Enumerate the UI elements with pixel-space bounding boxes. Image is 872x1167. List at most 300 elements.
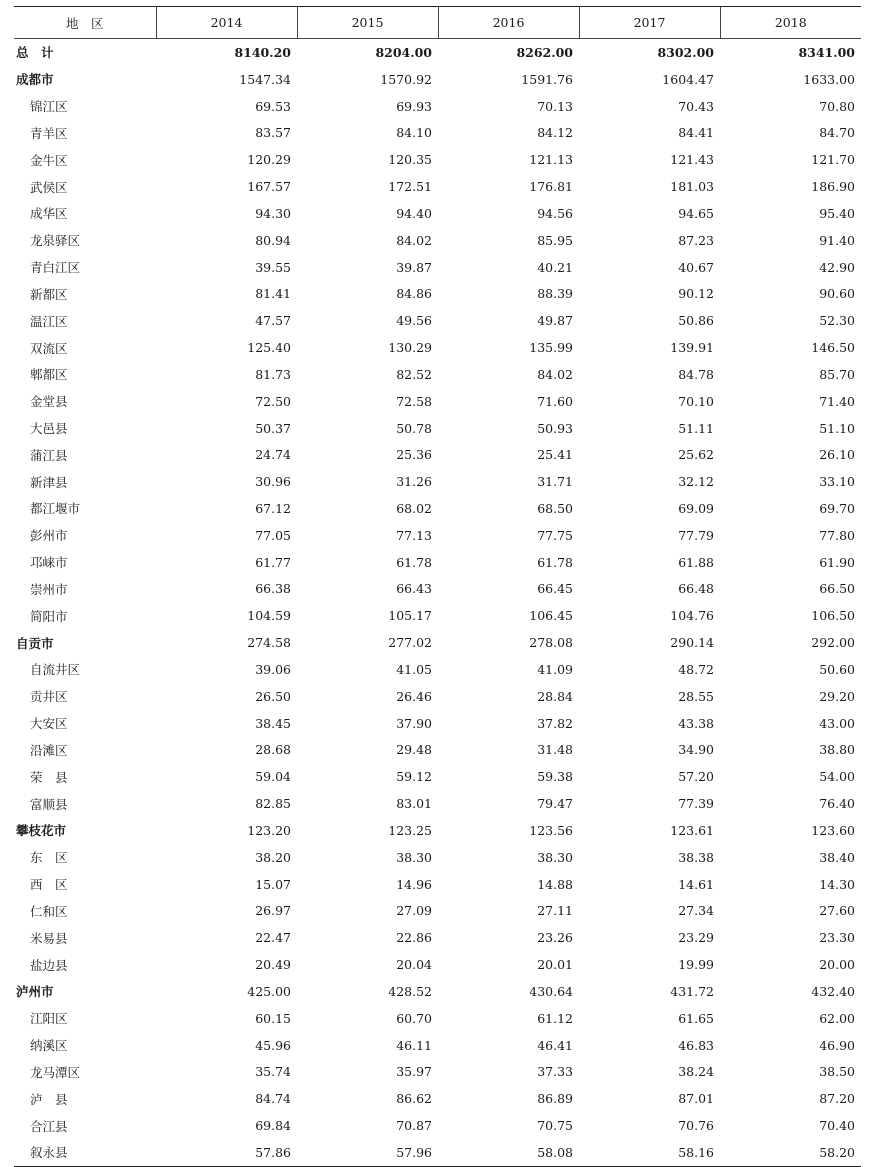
region-name-cell: 泸州市	[16, 984, 54, 1000]
value-cell: 22.86	[396, 930, 432, 946]
value-cell: 61.90	[819, 554, 855, 570]
value-cell: 85.95	[537, 232, 573, 248]
value-cell: 31.26	[396, 474, 432, 490]
value-cell: 26.50	[255, 688, 291, 704]
value-cell: 86.89	[537, 1091, 573, 1107]
value-cell: 34.90	[678, 742, 714, 758]
value-cell: 186.90	[811, 179, 855, 195]
value-cell: 77.79	[678, 527, 714, 543]
region-name-cell: 泸 县	[30, 1091, 68, 1107]
table-row	[14, 254, 861, 281]
value-cell: 172.51	[388, 179, 432, 195]
value-cell: 120.35	[388, 152, 432, 168]
value-cell: 38.20	[255, 849, 291, 865]
value-cell: 37.82	[537, 715, 573, 731]
table-row	[14, 307, 861, 334]
table-row	[14, 629, 861, 656]
value-cell: 83.01	[396, 796, 432, 812]
value-cell: 38.30	[537, 849, 573, 865]
year-column-header: 2017	[579, 7, 720, 39]
table-row	[14, 951, 861, 978]
value-cell: 106.50	[811, 608, 855, 624]
value-cell: 35.74	[255, 1064, 291, 1080]
value-cell: 135.99	[529, 340, 573, 356]
value-cell: 58.20	[720, 1139, 861, 1166]
value-cell: 8140.20	[234, 44, 291, 60]
value-cell: 94.56	[537, 205, 573, 221]
table-row	[14, 522, 861, 549]
region-name-cell: 金牛区	[30, 152, 68, 168]
region-name-cell: 青白江区	[30, 260, 81, 276]
value-cell: 33.10	[819, 474, 855, 490]
table-body	[14, 39, 861, 1167]
value-cell: 23.26	[537, 930, 573, 946]
value-cell: 84.02	[396, 232, 432, 248]
value-cell: 28.84	[537, 688, 573, 704]
table-row	[14, 576, 861, 603]
value-cell: 66.48	[678, 581, 714, 597]
value-cell: 79.47	[537, 796, 573, 812]
value-cell: 46.90	[819, 1037, 855, 1053]
value-cell: 57.20	[678, 769, 714, 785]
region-name-cell: 新都区	[30, 286, 68, 302]
value-cell: 84.78	[678, 366, 714, 382]
year-column-header: 2015	[297, 7, 438, 39]
region-name-cell: 纳溪区	[30, 1038, 68, 1054]
table-row	[14, 146, 861, 173]
value-cell: 80.94	[255, 232, 291, 248]
region-name-cell: 攀枝花市	[16, 823, 67, 839]
region-name-cell: 龙马潭区	[30, 1064, 81, 1080]
value-cell: 58.16	[579, 1139, 720, 1166]
table-row	[14, 710, 861, 737]
table-row	[14, 1005, 861, 1032]
value-cell: 428.52	[388, 983, 432, 999]
statistics-table	[14, 6, 861, 1167]
year-column-header: 2016	[438, 7, 579, 39]
value-cell: 19.99	[678, 957, 714, 973]
value-cell: 48.72	[678, 661, 714, 677]
region-name-cell: 龙泉驿区	[30, 233, 81, 249]
value-cell: 41.05	[396, 661, 432, 677]
region-name-cell: 贡井区	[30, 689, 68, 705]
table-row	[14, 388, 861, 415]
value-cell: 25.62	[678, 447, 714, 463]
value-cell: 278.08	[529, 635, 573, 651]
value-cell: 125.40	[247, 340, 291, 356]
value-cell: 430.64	[529, 983, 573, 999]
value-cell: 32.12	[678, 474, 714, 490]
value-cell: 40.21	[537, 259, 573, 275]
value-cell: 52.30	[819, 313, 855, 329]
table-header	[14, 7, 861, 39]
value-cell: 87.23	[678, 232, 714, 248]
value-cell: 130.29	[388, 340, 432, 356]
value-cell: 84.41	[678, 125, 714, 141]
value-cell: 87.01	[678, 1091, 714, 1107]
value-cell: 28.55	[678, 688, 714, 704]
value-cell: 84.74	[255, 1091, 291, 1107]
value-cell: 69.09	[678, 500, 714, 516]
value-cell: 46.41	[537, 1037, 573, 1053]
table-row	[14, 361, 861, 388]
value-cell: 139.91	[670, 340, 714, 356]
value-cell: 77.80	[819, 527, 855, 543]
value-cell: 72.58	[396, 393, 432, 409]
table-row	[14, 495, 861, 522]
value-cell: 87.20	[819, 1091, 855, 1107]
value-cell: 70.76	[678, 1118, 714, 1134]
value-cell: 60.70	[396, 1010, 432, 1026]
region-name-cell: 富顺县	[30, 796, 68, 812]
value-cell: 120.29	[247, 152, 291, 168]
value-cell: 43.00	[819, 715, 855, 731]
table-row	[14, 200, 861, 227]
value-cell: 8341.00	[798, 44, 855, 60]
value-cell: 84.70	[819, 125, 855, 141]
value-cell: 71.40	[819, 393, 855, 409]
value-cell: 61.65	[678, 1010, 714, 1026]
value-cell: 38.40	[819, 849, 855, 865]
value-cell: 431.72	[670, 983, 714, 999]
value-cell: 146.50	[811, 340, 855, 356]
region-name-cell: 郫都区	[30, 367, 68, 383]
value-cell: 50.60	[819, 661, 855, 677]
region-column-header: 地 区	[14, 7, 156, 39]
table-row	[14, 1032, 861, 1059]
value-cell: 432.40	[811, 983, 855, 999]
value-cell: 60.15	[255, 1010, 291, 1026]
table-row	[14, 1058, 861, 1085]
table-row	[14, 280, 861, 307]
value-cell: 24.74	[255, 447, 291, 463]
value-cell: 59.38	[537, 769, 573, 785]
value-cell: 49.56	[396, 313, 432, 329]
value-cell: 26.10	[819, 447, 855, 463]
value-cell: 84.02	[537, 366, 573, 382]
year-column-header: 2018	[720, 7, 861, 39]
value-cell: 83.57	[255, 125, 291, 141]
table-row	[14, 737, 861, 764]
value-cell: 49.87	[537, 313, 573, 329]
value-cell: 38.50	[819, 1064, 855, 1080]
table-row	[14, 39, 861, 66]
region-name-cell: 蒲江县	[30, 447, 68, 463]
value-cell: 70.75	[537, 1118, 573, 1134]
value-cell: 46.11	[396, 1037, 432, 1053]
value-cell: 70.43	[678, 98, 714, 114]
table-row	[14, 978, 861, 1005]
value-cell: 20.04	[396, 957, 432, 973]
table-row	[14, 817, 861, 844]
region-name-cell: 东 区	[30, 850, 68, 866]
value-cell: 425.00	[247, 983, 291, 999]
value-cell: 57.96	[297, 1139, 438, 1166]
value-cell: 66.43	[396, 581, 432, 597]
value-cell: 39.55	[255, 259, 291, 275]
value-cell: 25.41	[537, 447, 573, 463]
value-cell: 1633.00	[803, 71, 855, 87]
table-row	[14, 93, 861, 120]
value-cell: 23.30	[819, 930, 855, 946]
table-row	[14, 898, 861, 925]
value-cell: 85.70	[819, 366, 855, 382]
value-cell: 69.93	[396, 98, 432, 114]
value-cell: 20.00	[819, 957, 855, 973]
value-cell: 15.07	[255, 876, 291, 892]
region-name-cell: 崇州市	[30, 581, 68, 597]
value-cell: 71.60	[537, 393, 573, 409]
value-cell: 76.40	[819, 796, 855, 812]
value-cell: 31.48	[537, 742, 573, 758]
value-cell: 26.46	[396, 688, 432, 704]
region-name-cell: 米易县	[30, 930, 68, 946]
value-cell: 1591.76	[521, 71, 573, 87]
value-cell: 14.30	[819, 876, 855, 892]
region-name-cell: 总 计	[16, 45, 54, 61]
value-cell: 39.87	[396, 259, 432, 275]
value-cell: 35.97	[396, 1064, 432, 1080]
region-name-cell: 简阳市	[30, 608, 68, 624]
value-cell: 54.00	[819, 769, 855, 785]
value-cell: 57.86	[156, 1139, 297, 1166]
table-row	[14, 1139, 861, 1166]
value-cell: 41.09	[537, 661, 573, 677]
value-cell: 61.78	[396, 554, 432, 570]
value-cell: 82.52	[396, 366, 432, 382]
table-row	[14, 790, 861, 817]
value-cell: 90.60	[819, 286, 855, 302]
value-cell: 77.75	[537, 527, 573, 543]
value-cell: 91.40	[819, 232, 855, 248]
value-cell: 51.11	[678, 420, 714, 436]
value-cell: 69.84	[255, 1118, 291, 1134]
value-cell: 59.12	[396, 769, 432, 785]
value-cell: 277.02	[388, 635, 432, 651]
value-cell: 88.39	[537, 286, 573, 302]
table-row	[14, 602, 861, 629]
value-cell: 121.43	[670, 152, 714, 168]
value-cell: 38.38	[678, 849, 714, 865]
value-cell: 50.93	[537, 420, 573, 436]
table-row	[14, 66, 861, 93]
table-row	[14, 468, 861, 495]
value-cell: 70.40	[819, 1118, 855, 1134]
table-row	[14, 1085, 861, 1112]
table-row	[14, 173, 861, 200]
region-name-cell: 成华区	[30, 206, 68, 222]
value-cell: 69.53	[255, 98, 291, 114]
value-cell: 77.05	[255, 527, 291, 543]
region-name-cell: 都江堰市	[30, 501, 81, 517]
region-name-cell: 彭州市	[30, 528, 68, 544]
table-row	[14, 844, 861, 871]
value-cell: 86.62	[396, 1091, 432, 1107]
value-cell: 61.78	[537, 554, 573, 570]
table-row	[14, 763, 861, 790]
value-cell: 25.36	[396, 447, 432, 463]
year-column-header: 2014	[156, 7, 297, 39]
value-cell: 43.38	[678, 715, 714, 731]
value-cell: 105.17	[388, 608, 432, 624]
value-cell: 77.39	[678, 796, 714, 812]
value-cell: 94.30	[255, 205, 291, 221]
value-cell: 8204.00	[375, 44, 432, 60]
value-cell: 27.34	[678, 903, 714, 919]
value-cell: 70.87	[396, 1118, 432, 1134]
value-cell: 84.86	[396, 286, 432, 302]
value-cell: 94.65	[678, 205, 714, 221]
value-cell: 274.58	[247, 635, 291, 651]
table-row	[14, 1112, 861, 1139]
value-cell: 69.70	[819, 500, 855, 516]
value-cell: 66.38	[255, 581, 291, 597]
value-cell: 38.30	[396, 849, 432, 865]
value-cell: 59.04	[255, 769, 291, 785]
value-cell: 290.14	[670, 635, 714, 651]
region-name-cell: 盐边县	[30, 957, 68, 973]
value-cell: 84.12	[537, 125, 573, 141]
region-name-cell: 锦江区	[30, 99, 68, 115]
value-cell: 38.45	[255, 715, 291, 731]
value-cell: 123.25	[388, 822, 432, 838]
value-cell: 176.81	[529, 179, 573, 195]
value-cell: 39.06	[255, 661, 291, 677]
value-cell: 37.33	[537, 1064, 573, 1080]
region-name-cell: 自贡市	[16, 635, 54, 651]
value-cell: 121.70	[811, 152, 855, 168]
value-cell: 31.71	[537, 474, 573, 490]
value-cell: 121.13	[529, 152, 573, 168]
value-cell: 50.86	[678, 313, 714, 329]
value-cell: 1570.92	[380, 71, 432, 87]
value-cell: 62.00	[819, 1010, 855, 1026]
region-name-cell: 荣 县	[30, 769, 68, 785]
value-cell: 30.96	[255, 474, 291, 490]
table-row	[14, 415, 861, 442]
value-cell: 14.96	[396, 876, 432, 892]
value-cell: 42.90	[819, 259, 855, 275]
table-row	[14, 871, 861, 898]
region-name-cell: 大邑县	[30, 421, 68, 436]
value-cell: 47.57	[255, 313, 291, 329]
region-name-cell: 金堂县	[30, 394, 68, 410]
value-cell: 68.02	[396, 500, 432, 516]
value-cell: 27.09	[396, 903, 432, 919]
value-cell: 77.13	[396, 527, 432, 543]
value-cell: 70.13	[537, 98, 573, 114]
value-cell: 90.12	[678, 286, 714, 302]
value-cell: 46.83	[678, 1037, 714, 1053]
value-cell: 72.50	[255, 393, 291, 409]
region-name-cell: 西 区	[30, 877, 68, 893]
value-cell: 26.97	[255, 903, 291, 919]
region-name-cell: 沿滩区	[30, 742, 68, 758]
value-cell: 106.45	[529, 608, 573, 624]
region-name-cell: 武侯区	[30, 179, 68, 195]
region-name-cell: 仁和区	[30, 903, 68, 919]
value-cell: 66.45	[537, 581, 573, 597]
region-name-cell: 邛崃市	[30, 555, 68, 571]
region-name-cell: 新津县	[30, 474, 68, 490]
value-cell: 81.73	[255, 366, 291, 382]
value-cell: 40.67	[678, 259, 714, 275]
value-cell: 61.77	[255, 554, 291, 570]
region-name-cell: 青羊区	[30, 125, 68, 141]
value-cell: 23.29	[678, 930, 714, 946]
region-name-cell: 合江县	[30, 1118, 68, 1134]
value-cell: 27.60	[819, 903, 855, 919]
value-cell: 29.20	[819, 688, 855, 704]
value-cell: 51.10	[819, 420, 855, 436]
value-cell: 28.68	[255, 742, 291, 758]
table-row	[14, 441, 861, 468]
value-cell: 1547.34	[239, 71, 291, 87]
value-cell: 1604.47	[662, 71, 714, 87]
value-cell: 123.20	[247, 822, 291, 838]
region-name-cell: 成都市	[16, 72, 54, 88]
value-cell: 68.50	[537, 500, 573, 516]
value-cell: 14.61	[678, 876, 714, 892]
region-name-cell: 温江区	[30, 313, 68, 329]
value-cell: 123.61	[670, 822, 714, 838]
value-cell: 22.47	[255, 930, 291, 946]
table-row	[14, 227, 861, 254]
value-cell: 70.10	[678, 393, 714, 409]
value-cell: 82.85	[255, 796, 291, 812]
value-cell: 38.80	[819, 742, 855, 758]
value-cell: 94.40	[396, 205, 432, 221]
value-cell: 123.56	[529, 822, 573, 838]
value-cell: 50.37	[255, 420, 291, 436]
value-cell: 104.59	[247, 608, 291, 624]
value-cell: 292.00	[811, 635, 855, 651]
region-name-cell: 江阳区	[30, 1011, 68, 1027]
value-cell: 84.10	[396, 125, 432, 141]
value-cell: 29.48	[396, 742, 432, 758]
value-cell: 27.11	[537, 903, 573, 919]
table-row	[14, 549, 861, 576]
value-cell: 181.03	[670, 179, 714, 195]
region-name-cell: 自流井区	[30, 662, 81, 678]
value-cell: 70.80	[819, 98, 855, 114]
value-cell: 20.01	[537, 957, 573, 973]
table-row	[14, 119, 861, 146]
value-cell: 8262.00	[516, 44, 573, 60]
value-cell: 95.40	[819, 205, 855, 221]
value-cell: 38.24	[678, 1064, 714, 1080]
value-cell: 67.12	[255, 500, 291, 516]
region-name-cell: 叙永县	[14, 1139, 156, 1166]
value-cell: 37.90	[396, 715, 432, 731]
value-cell: 123.60	[811, 822, 855, 838]
value-cell: 81.41	[255, 286, 291, 302]
value-cell: 61.88	[678, 554, 714, 570]
table-row	[14, 924, 861, 951]
region-name-cell: 大安区	[30, 716, 68, 732]
table-row	[14, 683, 861, 710]
region-name-cell: 双流区	[30, 340, 68, 356]
table-row	[14, 334, 861, 361]
value-cell: 8302.00	[657, 44, 714, 60]
value-cell: 50.78	[396, 420, 432, 436]
value-cell: 66.50	[819, 581, 855, 597]
value-cell: 20.49	[255, 957, 291, 973]
value-cell: 14.88	[537, 876, 573, 892]
value-cell: 58.08	[438, 1139, 579, 1166]
value-cell: 104.76	[670, 608, 714, 624]
value-cell: 45.96	[255, 1037, 291, 1053]
